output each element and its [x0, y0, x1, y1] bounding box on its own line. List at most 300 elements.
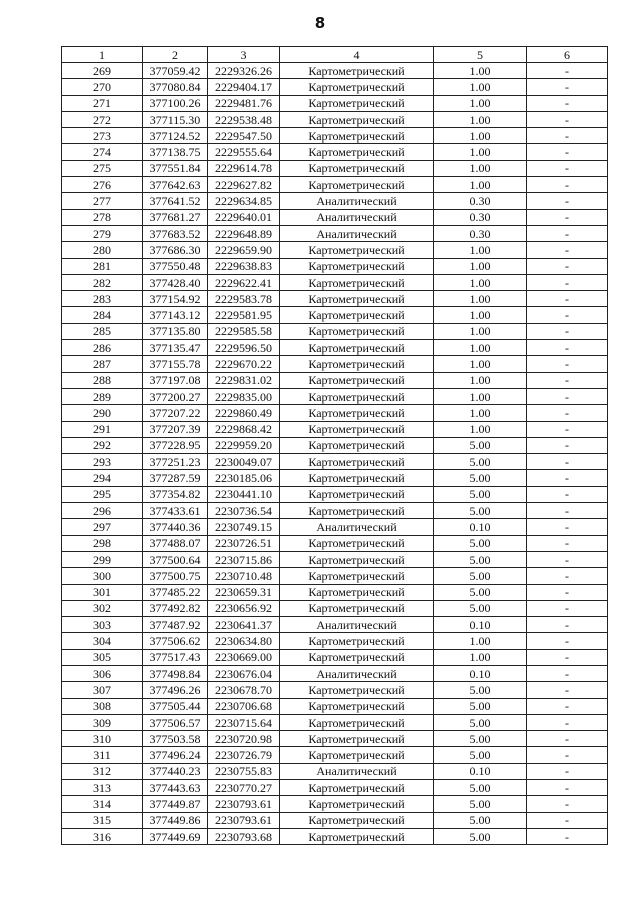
description-cell: -	[527, 763, 608, 779]
x-coordinate-cell: 377155.78	[143, 356, 208, 372]
header-cell: 2	[143, 47, 208, 63]
method-cell: Картометрический	[280, 747, 434, 763]
y-coordinate-cell: 2230669.00	[208, 649, 280, 665]
method-cell: Картометрический	[280, 274, 434, 290]
point-number-cell: 279	[62, 225, 143, 241]
y-coordinate-cell: 2230049.07	[208, 454, 280, 470]
table-row	[62, 600, 608, 616]
point-number-cell: 296	[62, 503, 143, 519]
point-number-cell: 278	[62, 209, 143, 225]
x-coordinate-cell: 377059.42	[143, 63, 208, 79]
point-number-cell: 297	[62, 519, 143, 535]
x-coordinate-cell: 377551.84	[143, 160, 208, 176]
description-cell: -	[527, 388, 608, 404]
point-number-cell: 281	[62, 258, 143, 274]
accuracy-cell: 0.10	[434, 519, 527, 535]
accuracy-cell: 0.10	[434, 665, 527, 681]
table-row	[62, 242, 608, 258]
description-cell: -	[527, 551, 608, 567]
y-coordinate-cell: 2229659.90	[208, 242, 280, 258]
table-row	[62, 193, 608, 209]
method-cell: Картометрический	[280, 731, 434, 747]
x-coordinate-cell: 377487.92	[143, 617, 208, 633]
table-row	[62, 356, 608, 372]
method-cell: Картометрический	[280, 307, 434, 323]
table-row	[62, 372, 608, 388]
accuracy-cell: 1.00	[434, 63, 527, 79]
description-cell: -	[527, 828, 608, 844]
table-row	[62, 796, 608, 812]
method-cell: Картометрический	[280, 812, 434, 828]
accuracy-cell: 1.00	[434, 372, 527, 388]
y-coordinate-cell: 2229670.22	[208, 356, 280, 372]
table-row	[62, 291, 608, 307]
table-row	[62, 763, 608, 779]
accuracy-cell: 5.00	[434, 682, 527, 698]
y-coordinate-cell: 2229585.58	[208, 323, 280, 339]
point-number-cell: 269	[62, 63, 143, 79]
method-cell: Картометрический	[280, 405, 434, 421]
x-coordinate-cell: 377287.59	[143, 470, 208, 486]
description-cell: -	[527, 780, 608, 796]
y-coordinate-cell: 2230726.79	[208, 747, 280, 763]
header-cell: 4	[280, 47, 434, 63]
table-row	[62, 584, 608, 600]
method-cell: Аналитический	[280, 193, 434, 209]
y-coordinate-cell: 2230678.70	[208, 682, 280, 698]
description-cell: -	[527, 503, 608, 519]
method-cell: Картометрический	[280, 291, 434, 307]
point-number-cell: 287	[62, 356, 143, 372]
x-coordinate-cell: 377449.87	[143, 796, 208, 812]
point-number-cell: 286	[62, 340, 143, 356]
table-row	[62, 79, 608, 95]
y-coordinate-cell: 2229648.89	[208, 225, 280, 241]
accuracy-cell: 0.30	[434, 193, 527, 209]
description-cell: -	[527, 665, 608, 681]
accuracy-cell: 1.00	[434, 307, 527, 323]
x-coordinate-cell: 377449.86	[143, 812, 208, 828]
x-coordinate-cell: 377641.52	[143, 193, 208, 209]
description-cell: -	[527, 372, 608, 388]
point-number-cell: 282	[62, 274, 143, 290]
accuracy-cell: 1.00	[434, 649, 527, 665]
y-coordinate-cell: 2230710.48	[208, 568, 280, 584]
accuracy-cell: 1.00	[434, 258, 527, 274]
accuracy-cell: 5.00	[434, 568, 527, 584]
y-coordinate-cell: 2230634.80	[208, 633, 280, 649]
point-number-cell: 271	[62, 95, 143, 111]
y-coordinate-cell: 2229596.50	[208, 340, 280, 356]
table-row	[62, 274, 608, 290]
y-coordinate-cell: 2229555.64	[208, 144, 280, 160]
method-cell: Картометрический	[280, 128, 434, 144]
description-cell: -	[527, 291, 608, 307]
table-row	[62, 698, 608, 714]
table-row	[62, 665, 608, 681]
method-cell: Картометрический	[280, 437, 434, 453]
description-cell: -	[527, 617, 608, 633]
y-coordinate-cell: 2229614.78	[208, 160, 280, 176]
y-coordinate-cell: 2230720.98	[208, 731, 280, 747]
description-cell: -	[527, 600, 608, 616]
y-coordinate-cell: 2229404.17	[208, 79, 280, 95]
x-coordinate-cell: 377080.84	[143, 79, 208, 95]
description-cell: -	[527, 486, 608, 502]
accuracy-cell: 1.00	[434, 242, 527, 258]
description-cell: -	[527, 812, 608, 828]
x-coordinate-cell: 377681.27	[143, 209, 208, 225]
accuracy-cell: 1.00	[434, 633, 527, 649]
description-cell: -	[527, 128, 608, 144]
point-number-cell: 289	[62, 388, 143, 404]
accuracy-cell: 1.00	[434, 291, 527, 307]
method-cell: Картометрический	[280, 486, 434, 502]
accuracy-cell: 5.00	[434, 486, 527, 502]
y-coordinate-cell: 2230715.86	[208, 551, 280, 567]
accuracy-cell: 5.00	[434, 470, 527, 486]
accuracy-cell: 5.00	[434, 584, 527, 600]
point-number-cell: 298	[62, 535, 143, 551]
accuracy-cell: 0.30	[434, 225, 527, 241]
y-coordinate-cell: 2230641.37	[208, 617, 280, 633]
point-number-cell: 316	[62, 828, 143, 844]
coordinates-table	[61, 46, 608, 845]
table-row	[62, 421, 608, 437]
x-coordinate-cell: 377496.26	[143, 682, 208, 698]
point-number-cell: 306	[62, 665, 143, 681]
accuracy-cell: 1.00	[434, 405, 527, 421]
method-cell: Картометрический	[280, 796, 434, 812]
accuracy-cell: 5.00	[434, 731, 527, 747]
table-row	[62, 160, 608, 176]
x-coordinate-cell: 377505.44	[143, 698, 208, 714]
accuracy-cell: 5.00	[434, 454, 527, 470]
header-cell: 1	[62, 47, 143, 63]
point-number-cell: 292	[62, 437, 143, 453]
x-coordinate-cell: 377485.22	[143, 584, 208, 600]
x-coordinate-cell: 377503.58	[143, 731, 208, 747]
table-row	[62, 519, 608, 535]
method-cell: Аналитический	[280, 665, 434, 681]
table-row	[62, 437, 608, 453]
table-row	[62, 617, 608, 633]
description-cell: -	[527, 274, 608, 290]
y-coordinate-cell: 2230441.10	[208, 486, 280, 502]
table-row	[62, 128, 608, 144]
table-row	[62, 177, 608, 193]
description-cell: -	[527, 682, 608, 698]
description-cell: -	[527, 747, 608, 763]
point-number-cell: 312	[62, 763, 143, 779]
point-number-cell: 285	[62, 323, 143, 339]
accuracy-cell: 5.00	[434, 828, 527, 844]
table-header-row	[62, 47, 608, 63]
table-body	[62, 47, 608, 845]
accuracy-cell: 0.10	[434, 763, 527, 779]
accuracy-cell: 5.00	[434, 796, 527, 812]
method-cell: Картометрический	[280, 144, 434, 160]
table-row	[62, 340, 608, 356]
table-row	[62, 535, 608, 551]
point-number-cell: 303	[62, 617, 143, 633]
method-cell: Картометрический	[280, 242, 434, 258]
x-coordinate-cell: 377428.40	[143, 274, 208, 290]
x-coordinate-cell: 377443.63	[143, 780, 208, 796]
method-cell: Картометрический	[280, 323, 434, 339]
x-coordinate-cell: 377550.48	[143, 258, 208, 274]
y-coordinate-cell: 2230726.51	[208, 535, 280, 551]
point-number-cell: 276	[62, 177, 143, 193]
table-row	[62, 307, 608, 323]
accuracy-cell: 1.00	[434, 421, 527, 437]
description-cell: -	[527, 519, 608, 535]
description-cell: -	[527, 698, 608, 714]
method-cell: Картометрический	[280, 551, 434, 567]
x-coordinate-cell: 377135.80	[143, 323, 208, 339]
point-number-cell: 284	[62, 307, 143, 323]
table-row	[62, 388, 608, 404]
method-cell: Картометрический	[280, 454, 434, 470]
table-row	[62, 486, 608, 502]
method-cell: Картометрический	[280, 682, 434, 698]
table-row	[62, 323, 608, 339]
method-cell: Картометрический	[280, 177, 434, 193]
point-number-cell: 283	[62, 291, 143, 307]
table-row	[62, 649, 608, 665]
method-cell: Картометрический	[280, 698, 434, 714]
table-row	[62, 470, 608, 486]
x-coordinate-cell: 377143.12	[143, 307, 208, 323]
description-cell: -	[527, 209, 608, 225]
page-number: 8	[314, 14, 326, 32]
point-number-cell: 313	[62, 780, 143, 796]
point-number-cell: 288	[62, 372, 143, 388]
table-row	[62, 568, 608, 584]
method-cell: Картометрический	[280, 568, 434, 584]
y-coordinate-cell: 2229622.41	[208, 274, 280, 290]
point-number-cell: 290	[62, 405, 143, 421]
header-cell: 5	[434, 47, 527, 63]
table-row	[62, 714, 608, 730]
method-cell: Аналитический	[280, 225, 434, 241]
point-number-cell: 305	[62, 649, 143, 665]
description-cell: -	[527, 421, 608, 437]
x-coordinate-cell: 377449.69	[143, 828, 208, 844]
table-row	[62, 503, 608, 519]
x-coordinate-cell: 377506.62	[143, 633, 208, 649]
point-number-cell: 272	[62, 111, 143, 127]
method-cell: Картометрический	[280, 258, 434, 274]
point-number-cell: 300	[62, 568, 143, 584]
accuracy-cell: 1.00	[434, 340, 527, 356]
method-cell: Аналитический	[280, 519, 434, 535]
point-number-cell: 273	[62, 128, 143, 144]
accuracy-cell: 1.00	[434, 144, 527, 160]
y-coordinate-cell: 2229835.00	[208, 388, 280, 404]
table-row	[62, 225, 608, 241]
y-coordinate-cell: 2229831.02	[208, 372, 280, 388]
x-coordinate-cell: 377207.39	[143, 421, 208, 437]
description-cell: -	[527, 111, 608, 127]
y-coordinate-cell: 2229547.50	[208, 128, 280, 144]
point-number-cell: 291	[62, 421, 143, 437]
description-cell: -	[527, 144, 608, 160]
table-row	[62, 405, 608, 421]
y-coordinate-cell: 2229538.48	[208, 111, 280, 127]
point-number-cell: 293	[62, 454, 143, 470]
point-number-cell: 299	[62, 551, 143, 567]
point-number-cell: 295	[62, 486, 143, 502]
x-coordinate-cell: 377506.57	[143, 714, 208, 730]
table-row	[62, 731, 608, 747]
y-coordinate-cell: 2229326.26	[208, 63, 280, 79]
accuracy-cell: 1.00	[434, 177, 527, 193]
table-row	[62, 682, 608, 698]
accuracy-cell: 1.00	[434, 388, 527, 404]
y-coordinate-cell: 2230185.06	[208, 470, 280, 486]
method-cell: Картометрический	[280, 600, 434, 616]
method-cell: Картометрический	[280, 160, 434, 176]
point-number-cell: 307	[62, 682, 143, 698]
table-row	[62, 95, 608, 111]
table-row	[62, 780, 608, 796]
x-coordinate-cell: 377500.64	[143, 551, 208, 567]
x-coordinate-cell: 377433.61	[143, 503, 208, 519]
method-cell: Картометрический	[280, 356, 434, 372]
table-row	[62, 258, 608, 274]
point-number-cell: 304	[62, 633, 143, 649]
accuracy-cell: 1.00	[434, 160, 527, 176]
description-cell: -	[527, 568, 608, 584]
description-cell: -	[527, 340, 608, 356]
point-number-cell: 277	[62, 193, 143, 209]
accuracy-cell: 5.00	[434, 503, 527, 519]
y-coordinate-cell: 2230656.92	[208, 600, 280, 616]
description-cell: -	[527, 796, 608, 812]
accuracy-cell: 5.00	[434, 747, 527, 763]
method-cell: Картометрический	[280, 535, 434, 551]
x-coordinate-cell: 377642.63	[143, 177, 208, 193]
table-row	[62, 828, 608, 844]
description-cell: -	[527, 160, 608, 176]
description-cell: -	[527, 193, 608, 209]
y-coordinate-cell: 2230770.27	[208, 780, 280, 796]
description-cell: -	[527, 731, 608, 747]
x-coordinate-cell: 377115.30	[143, 111, 208, 127]
x-coordinate-cell: 377251.23	[143, 454, 208, 470]
description-cell: -	[527, 437, 608, 453]
method-cell: Картометрический	[280, 340, 434, 356]
x-coordinate-cell: 377517.43	[143, 649, 208, 665]
description-cell: -	[527, 405, 608, 421]
y-coordinate-cell: 2229634.85	[208, 193, 280, 209]
description-cell: -	[527, 649, 608, 665]
y-coordinate-cell: 2229638.83	[208, 258, 280, 274]
description-cell: -	[527, 470, 608, 486]
description-cell: -	[527, 225, 608, 241]
method-cell: Аналитический	[280, 763, 434, 779]
x-coordinate-cell: 377207.22	[143, 405, 208, 421]
table-row	[62, 111, 608, 127]
y-coordinate-cell: 2230715.64	[208, 714, 280, 730]
description-cell: -	[527, 307, 608, 323]
description-cell: -	[527, 356, 608, 372]
x-coordinate-cell: 377354.82	[143, 486, 208, 502]
y-coordinate-cell: 2230659.31	[208, 584, 280, 600]
x-coordinate-cell: 377496.24	[143, 747, 208, 763]
x-coordinate-cell: 377500.75	[143, 568, 208, 584]
accuracy-cell: 5.00	[434, 812, 527, 828]
x-coordinate-cell: 377154.92	[143, 291, 208, 307]
description-cell: -	[527, 177, 608, 193]
y-coordinate-cell: 2230706.68	[208, 698, 280, 714]
point-number-cell: 275	[62, 160, 143, 176]
table-row	[62, 812, 608, 828]
point-number-cell: 314	[62, 796, 143, 812]
point-number-cell: 274	[62, 144, 143, 160]
y-coordinate-cell: 2230749.15	[208, 519, 280, 535]
x-coordinate-cell: 377686.30	[143, 242, 208, 258]
table-row	[62, 747, 608, 763]
method-cell: Картометрический	[280, 503, 434, 519]
table-row	[62, 454, 608, 470]
method-cell: Картометрический	[280, 470, 434, 486]
y-coordinate-cell: 2230736.54	[208, 503, 280, 519]
y-coordinate-cell: 2229627.82	[208, 177, 280, 193]
x-coordinate-cell: 377100.26	[143, 95, 208, 111]
x-coordinate-cell: 377200.27	[143, 388, 208, 404]
accuracy-cell: 1.00	[434, 356, 527, 372]
table-row	[62, 551, 608, 567]
method-cell: Картометрический	[280, 633, 434, 649]
method-cell: Картометрический	[280, 111, 434, 127]
method-cell: Картометрический	[280, 649, 434, 665]
table-row	[62, 144, 608, 160]
accuracy-cell: 5.00	[434, 600, 527, 616]
point-number-cell: 311	[62, 747, 143, 763]
x-coordinate-cell: 377440.23	[143, 763, 208, 779]
table-row	[62, 209, 608, 225]
x-coordinate-cell: 377124.52	[143, 128, 208, 144]
accuracy-cell: 1.00	[434, 79, 527, 95]
description-cell: -	[527, 633, 608, 649]
y-coordinate-cell: 2229481.76	[208, 95, 280, 111]
y-coordinate-cell: 2230793.61	[208, 796, 280, 812]
method-cell: Аналитический	[280, 209, 434, 225]
header-cell: 6	[527, 47, 608, 63]
y-coordinate-cell: 2229583.78	[208, 291, 280, 307]
method-cell: Картометрический	[280, 79, 434, 95]
x-coordinate-cell: 377683.52	[143, 225, 208, 241]
accuracy-cell: 5.00	[434, 551, 527, 567]
description-cell: -	[527, 95, 608, 111]
y-coordinate-cell: 2229959.20	[208, 437, 280, 453]
x-coordinate-cell: 377135.47	[143, 340, 208, 356]
method-cell: Картометрический	[280, 828, 434, 844]
y-coordinate-cell: 2229860.49	[208, 405, 280, 421]
accuracy-cell: 5.00	[434, 714, 527, 730]
description-cell: -	[527, 535, 608, 551]
y-coordinate-cell: 2230793.61	[208, 812, 280, 828]
table-row	[62, 63, 608, 79]
point-number-cell: 302	[62, 600, 143, 616]
method-cell: Картометрический	[280, 714, 434, 730]
description-cell: -	[527, 63, 608, 79]
point-number-cell: 270	[62, 79, 143, 95]
table-row	[62, 633, 608, 649]
accuracy-cell: 0.10	[434, 617, 527, 633]
